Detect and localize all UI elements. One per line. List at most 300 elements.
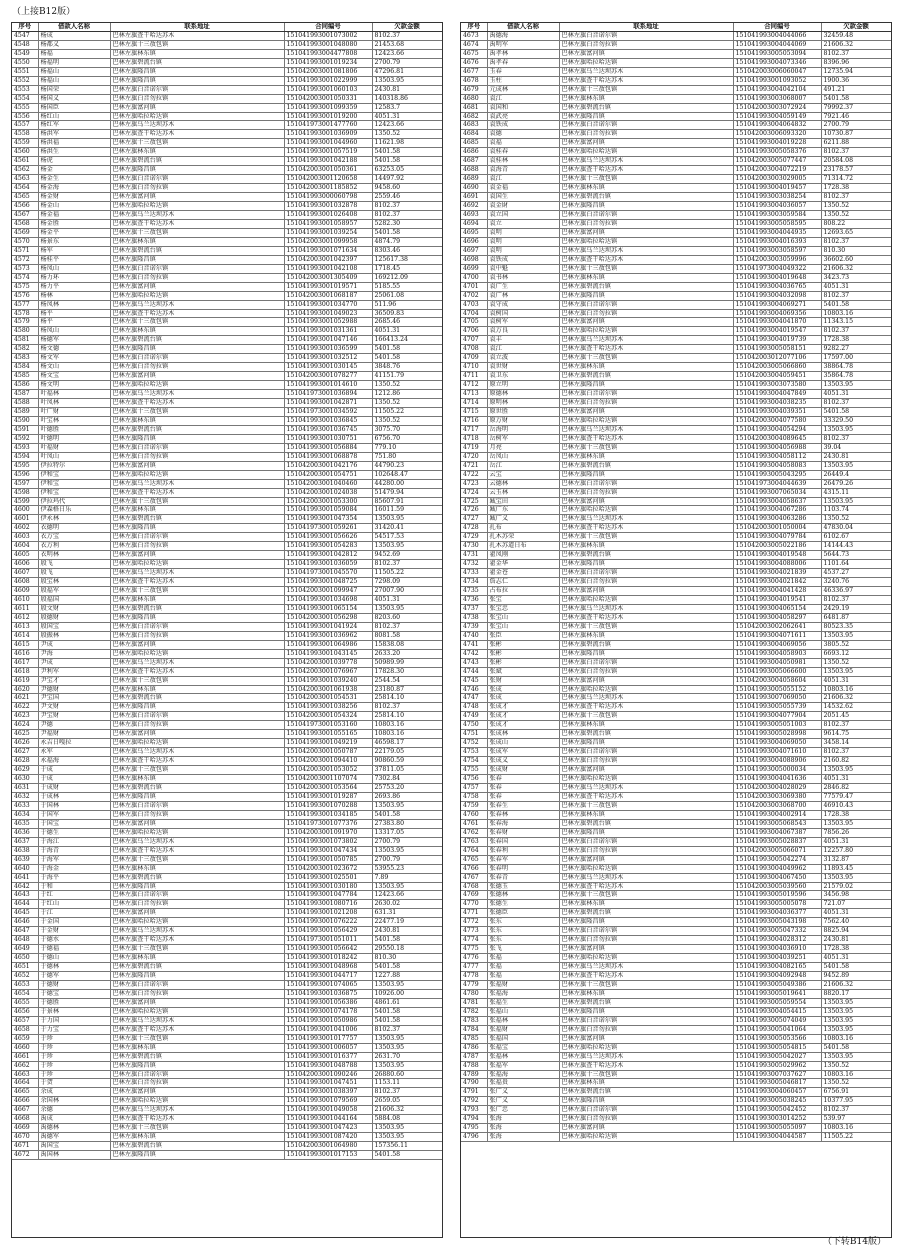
contract-number: 151041993001071634 [284,246,372,255]
debt-amount: 13503.95 [821,497,891,506]
table-row [12,434,442,443]
table-row [12,363,442,372]
borrower-name: 张彬 [487,658,559,667]
contact-address: 巴林左旗十三敖包镇 [559,264,733,273]
borrower-name: 张海 [487,1115,559,1124]
table-row [461,416,891,425]
contract-number: 151041993003038254 [733,193,821,202]
borrower-name: 袁立国 [487,211,559,220]
borrower-name: 伊和宝 [38,488,110,497]
contact-address: 巴林左旗哈拉哈达镇 [559,58,733,67]
table-row [461,461,891,470]
borrower-name: 袁卫东 [487,372,559,381]
contact-address: 巴林左旗隆昌镇 [110,255,284,264]
contact-address: 巴林左旗林东镇 [559,542,733,551]
table-row [461,873,891,882]
contact-address: 巴林左旗碧流台镇 [110,1052,284,1061]
row-index: 4730 [461,542,487,551]
table-row [461,1088,891,1097]
borrower-name: 袁铁成 [487,255,559,264]
borrower-name: 张东 [487,918,559,927]
table-row [461,211,891,220]
borrower-name: 于成财 [38,784,110,793]
contact-address: 巴林左旗十三敖包镇 [559,891,733,900]
borrower-name: 杨桂平 [38,255,110,264]
contact-address: 巴林左旗林东镇 [110,1043,284,1052]
debt-amount: 4051.31 [372,327,442,336]
debt-amount: 1350.52 [821,1079,891,1088]
contract-number: 151041993001065154 [284,604,372,613]
debt-amount: 13503.95 [821,1016,891,1025]
borrower-name: 张德生 [487,900,559,909]
row-index: 4736 [461,596,487,605]
table-row [461,237,891,246]
contact-address: 巴林左旗查干哈达苏木 [559,1061,733,1070]
contact-address: 巴林左旗十三敖包镇 [110,1124,284,1133]
contract-number: 151041993001018242 [284,954,372,963]
debt-amount: 10803.16 [372,730,442,739]
table-row [461,40,891,49]
row-index: 4631 [12,784,38,793]
contact-address: 巴林左旗哈拉哈达镇 [110,1007,284,1016]
row-index: 4781 [461,998,487,1007]
contract-number: 151041993001060103 [284,85,372,94]
contract-number: 151042003001081806 [284,67,372,76]
table-row [12,202,442,211]
row-index: 4691 [461,193,487,202]
borrower-name: 衣德明 [38,524,110,533]
contact-address: 巴林左旗碧流台镇 [110,336,284,345]
contact-address: 巴林左旗碧流台镇 [559,103,733,112]
debt-amount: 631.31 [372,909,442,918]
contract-number: 151041993001048725 [284,578,372,587]
borrower-name: 云宝 [487,470,559,479]
contact-address: 巴林左旗富河镇 [110,193,284,202]
borrower-name: 杨凤林 [38,300,110,309]
row-index: 4642 [12,882,38,891]
contact-address: 巴林左旗乌兰达坝苏木 [559,694,733,703]
contract-number: 151041993005068543 [733,819,821,828]
debt-amount: 31420.41 [372,524,442,533]
contract-number: 151041993005028998 [733,730,821,739]
contract-number: 151042003001054324 [284,712,372,721]
table-row [461,578,891,587]
row-index: 4750 [461,721,487,730]
row-index: 4568 [12,219,38,228]
debt-amount: 7562.40 [821,918,891,927]
contract-number: 151041993004039351 [733,407,821,416]
contact-address: 巴林左旗林东镇 [559,810,733,819]
table-row [12,721,442,730]
row-index: 4652 [12,972,38,981]
contract-number: 151041993001044717 [284,972,372,981]
row-index: 4783 [461,1016,487,1025]
table-row [12,497,442,506]
contact-address: 巴林左旗哈拉哈达镇 [110,918,284,927]
borrower-name: 张广义 [487,1088,559,1097]
contact-address: 巴林左旗富河镇 [110,640,284,649]
contact-address: 巴林左旗林东镇 [110,49,284,58]
borrower-name: 张成才 [487,703,559,712]
debt-amount: 36509.83 [372,309,442,318]
contract-number: 151041993001025501 [284,873,372,882]
debt-amount: 10803.16 [821,1070,891,1079]
contact-address: 巴林左旗乌兰达坝苏木 [559,336,733,345]
contact-address: 巴林左旗查干哈达苏木 [559,166,733,175]
borrower-name: 扎木苏荣 [487,533,559,542]
contact-address: 巴林左旗碧流台镇 [559,730,733,739]
table-row [461,533,891,542]
contact-address: 巴林左旗乌兰达坝苏木 [559,157,733,166]
debt-amount: 13503.95 [372,542,442,551]
borrower-name: 杨凤山 [38,264,110,273]
contract-number: 151041993004041636 [733,775,821,784]
contact-address: 巴林左旗查干哈达苏木 [110,130,284,139]
contract-number: 151041993003014252 [733,1115,821,1124]
contract-number: 151042003004072219 [733,166,821,175]
contract-number: 151041993001036599 [284,345,372,354]
row-index: 4607 [12,569,38,578]
contact-address: 巴林左旗乌兰达坝苏木 [559,515,733,524]
contract-number: 151041993005053094 [733,49,821,58]
contact-address: 巴林左旗白音诺尔镇 [110,354,284,363]
table-row [12,166,442,175]
contract-number: 151041993005047332 [733,927,821,936]
borrower-name: 杨洪福 [38,139,110,148]
row-index: 4683 [461,121,487,130]
debt-amount: 5644.73 [821,551,891,560]
row-index: 4626 [12,739,38,748]
debt-amount: 14497.92 [372,175,442,184]
table-row [461,515,891,524]
table-row [461,336,891,345]
contract-number: 151041993005058376 [733,148,821,157]
debt-amount: 13503.95 [821,381,891,390]
borrower-name: 于德林 [38,963,110,972]
contract-number: 151042003005077447 [733,157,821,166]
debt-amount: 3458.14 [821,739,891,748]
table-row [461,721,891,730]
table-row [12,1133,442,1142]
borrower-name: 杨国义 [38,94,110,103]
contract-number: 151041993001058957 [284,219,372,228]
contract-number: 151041973004049322 [733,264,821,273]
table-row [461,1106,891,1115]
row-index: 4743 [461,658,487,667]
debt-amount: 79992.37 [821,103,891,112]
table-row [461,363,891,372]
row-index: 4722 [461,470,487,479]
table-row [12,989,442,998]
debt-amount: 13503.95 [821,425,891,434]
debt-amount: 5401.58 [372,963,442,972]
row-index: 4582 [12,345,38,354]
contact-address: 巴林左旗十三敖包镇 [110,318,284,327]
contract-number: 151041993004019541 [733,596,821,605]
table-row [461,837,891,846]
debt-amount: 8203.60 [372,613,442,622]
borrower-name: 叶广财 [38,407,110,416]
contact-address: 巴林左旗哈拉哈达镇 [110,381,284,390]
debt-amount: 13503.95 [821,1025,891,1034]
row-index: 4711 [461,372,487,381]
debt-amount: 5401.58 [821,1043,891,1052]
contract-number: 151041993001087420 [284,1133,372,1142]
contact-address: 巴林左旗碧流台镇 [110,604,284,613]
debt-amount: 4537.27 [821,569,891,578]
debt-amount: 11893.45 [821,864,891,873]
row-index: 4684 [461,130,487,139]
contact-address: 巴林左旗林东镇 [110,864,284,873]
debt-amount: 12423.66 [372,121,442,130]
contract-number: 151041993001019200 [284,112,372,121]
debt-amount: 10803.16 [821,309,891,318]
contact-address: 巴林左旗白音勿拉镇 [559,399,733,408]
row-index: 4632 [12,792,38,801]
row-index: 4605 [12,551,38,560]
contract-number: 151042003001099947 [284,587,372,596]
table-row [461,157,891,166]
contract-number: 151042003004089645 [733,434,821,443]
borrower-name: 殷文财 [38,604,110,613]
debt-amount: 808.22 [821,219,891,228]
borrower-name: 杨金财 [38,193,110,202]
contact-address: 巴林左旗隆昌镇 [559,291,733,300]
borrower-name: 杨文军 [38,354,110,363]
table-row [12,515,442,524]
borrower-name: 张春军 [487,855,559,864]
table-row [12,855,442,864]
contract-number: 151042003001068187 [284,291,372,300]
debt-amount: 491.21 [821,85,891,94]
debt-amount: 4051.31 [821,390,891,399]
borrower-name: 张福宝 [487,1043,559,1052]
borrower-name: 张广义 [487,1097,559,1106]
contract-number: 151042003005022186 [733,542,821,551]
contract-number: 151041993004039251 [733,954,821,963]
contract-number: 151041993001073802 [284,837,372,846]
table-row [461,1079,891,1088]
borrower-name: 云玉林 [487,488,559,497]
contract-number: 151042003006060047 [733,67,821,76]
table-row [461,85,891,94]
table-row [12,103,442,112]
contract-number: 151041993001050785 [284,855,372,864]
borrower-name: 尹海 [38,649,110,658]
row-index: 4758 [461,792,487,801]
table-row [461,694,891,703]
borrower-name: 叶凤山 [38,452,110,461]
row-index: 4656 [12,1007,38,1016]
table-row [12,219,442,228]
contact-address: 巴林左旗哈拉哈达镇 [110,470,284,479]
borrower-name: 张福海 [487,1070,559,1079]
debt-amount: 169212.09 [372,273,442,282]
table-row [461,434,891,443]
borrower-name: 殷宝林 [38,578,110,587]
table-row [12,891,442,900]
row-index: 4590 [12,416,38,425]
table-row [461,103,891,112]
debt-amount: 1718.45 [372,264,442,273]
table-row [12,578,442,587]
contract-number: 151041993004054415 [733,1007,821,1016]
contract-number: 151042003001053564 [284,784,372,793]
contact-address: 巴林左旗林东镇 [559,94,733,103]
borrower-name: 原万财 [487,416,559,425]
borrower-name: 于海军 [38,855,110,864]
debt-amount: 4315.11 [821,488,891,497]
debt-amount: 2700.79 [372,837,442,846]
contact-address: 巴林左旗乌兰达坝苏木 [110,390,284,399]
table-row [461,640,891,649]
contract-number: 151041973001059261 [284,524,372,533]
row-index: 4624 [12,721,38,730]
contact-address: 巴林左旗哈拉哈达镇 [110,828,284,837]
contact-address: 巴林左旗林东镇 [559,1079,733,1088]
contract-number: 151041993005054815 [733,1043,821,1052]
borrower-name: 张财 [487,676,559,685]
table-row [12,506,442,515]
row-index: 4780 [461,989,487,998]
debt-amount: 13503.95 [372,515,442,524]
debt-amount: 25061.08 [372,291,442,300]
borrower-name: 尹成 [38,658,110,667]
table-row [12,1097,442,1106]
contract-number: 151042003001039778 [284,658,372,667]
debt-amount: 2429.19 [821,604,891,613]
table-row [12,837,442,846]
debt-amount: 8102.37 [372,202,442,211]
row-index: 4788 [461,1061,487,1070]
borrower-name: 于成林 [38,792,110,801]
contact-address: 巴林左旗林东镇 [110,237,284,246]
borrower-name: 于珍 [38,1061,110,1070]
debt-amount: 77579.47 [821,792,891,801]
contact-address: 巴林左旗白音诺尔镇 [559,390,733,399]
table-row [461,998,891,1007]
debt-amount: 23180.87 [372,685,442,694]
contact-address: 巴林左旗富河镇 [559,945,733,954]
debt-table-right-grid [461,23,892,1142]
contract-number: 151041993004016393 [733,237,821,246]
contact-address: 巴林左旗白音诺尔镇 [110,85,284,94]
table-row [461,819,891,828]
debt-table-left-grid [12,23,443,1160]
row-index: 4745 [461,676,487,685]
contact-address: 巴林左旗哈拉哈达镇 [559,954,733,963]
debt-amount: 2700.79 [372,855,442,864]
header-index: 序号 [12,23,38,31]
debt-amount: 1728.38 [821,810,891,819]
table-row [461,524,891,533]
borrower-name: 张德臣 [487,909,559,918]
contact-address: 巴林左旗乌兰达坝苏木 [110,837,284,846]
contract-number: 151041993001054283 [284,542,372,551]
row-index: 4619 [12,676,38,685]
debt-amount: 8102.37 [372,211,442,220]
row-index: 4679 [461,85,487,94]
contract-number: 151041993001070288 [284,801,372,810]
row-index: 4637 [12,837,38,846]
borrower-name: 张宝忠 [487,604,559,613]
debt-amount: 11505.22 [372,569,442,578]
borrower-name: 元成林 [487,85,559,94]
borrower-name: 张福国 [487,1034,559,1043]
contact-address: 巴林左旗哈拉哈达镇 [110,112,284,121]
borrower-name: 张春林 [487,810,559,819]
debt-amount: 39.04 [821,443,891,452]
table-row [461,604,891,613]
table-row [461,801,891,810]
contact-address: 巴林左旗哈拉哈达镇 [110,649,284,658]
contact-address: 巴林左旗哈拉哈达镇 [110,560,284,569]
table-row [461,667,891,676]
row-index: 4613 [12,622,38,631]
contract-number: 151041993001048968 [284,963,372,972]
row-index: 4673 [461,31,487,40]
contract-number: 151041993004058112 [733,452,821,461]
borrower-name: 杨福山 [38,67,110,76]
borrower-name: 张春 [487,775,559,784]
debt-amount: 1350.52 [821,658,891,667]
contract-number: 151041993004028312 [733,936,821,945]
table-row [461,443,891,452]
contact-address: 巴林左旗查干哈达苏木 [559,255,733,264]
debt-amount: 13503.95 [372,76,442,85]
contract-number: 151041993004069056 [733,640,821,649]
debt-amount: 8102.37 [372,31,442,40]
debt-amount: 1350.52 [372,130,442,139]
contact-address: 巴林左旗白音勿拉镇 [110,94,284,103]
contract-number: 151041993004071610 [733,748,821,757]
contact-address: 巴林左旗哈拉哈达镇 [110,202,284,211]
row-index: 4567 [12,211,38,220]
borrower-name: 岳海明 [487,425,559,434]
row-index: 4708 [461,345,487,354]
contract-number: 151041993001074065 [284,980,372,989]
borrower-name: 杨平 [38,309,110,318]
table-row [461,94,891,103]
contact-address: 巴林左旗林东镇 [559,363,733,372]
borrower-name: 于海青 [38,846,110,855]
table-row [12,936,442,945]
continued-from-note: （上接B12版） [12,7,76,17]
contact-address: 巴林左旗白音勿拉镇 [110,452,284,461]
debt-amount: 25814.10 [372,694,442,703]
row-index: 4548 [12,40,38,49]
borrower-name: 于国军 [38,810,110,819]
contract-number: 151041993001047354 [284,515,372,524]
borrower-name: 杨虎 [38,157,110,166]
debt-amount: 13503.95 [821,766,891,775]
row-index: 4667 [12,1106,38,1115]
borrower-name: 臧宝田 [487,497,559,506]
row-index: 4744 [461,667,487,676]
contract-number: 151042003001024038 [284,488,372,497]
contact-address: 巴林左旗林东镇 [559,989,733,998]
row-index: 4608 [12,578,38,587]
borrower-name: 扎布 [487,524,559,533]
borrower-name: 袁铁成 [487,121,559,130]
row-index: 4591 [12,425,38,434]
borrower-name: 张福 [487,963,559,972]
contract-number: 151042003005066071 [733,846,821,855]
borrower-name: 云德林 [487,479,559,488]
table-row [12,524,442,533]
contract-number: 151041993001036909 [284,130,372,139]
row-index: 4666 [12,1097,38,1106]
